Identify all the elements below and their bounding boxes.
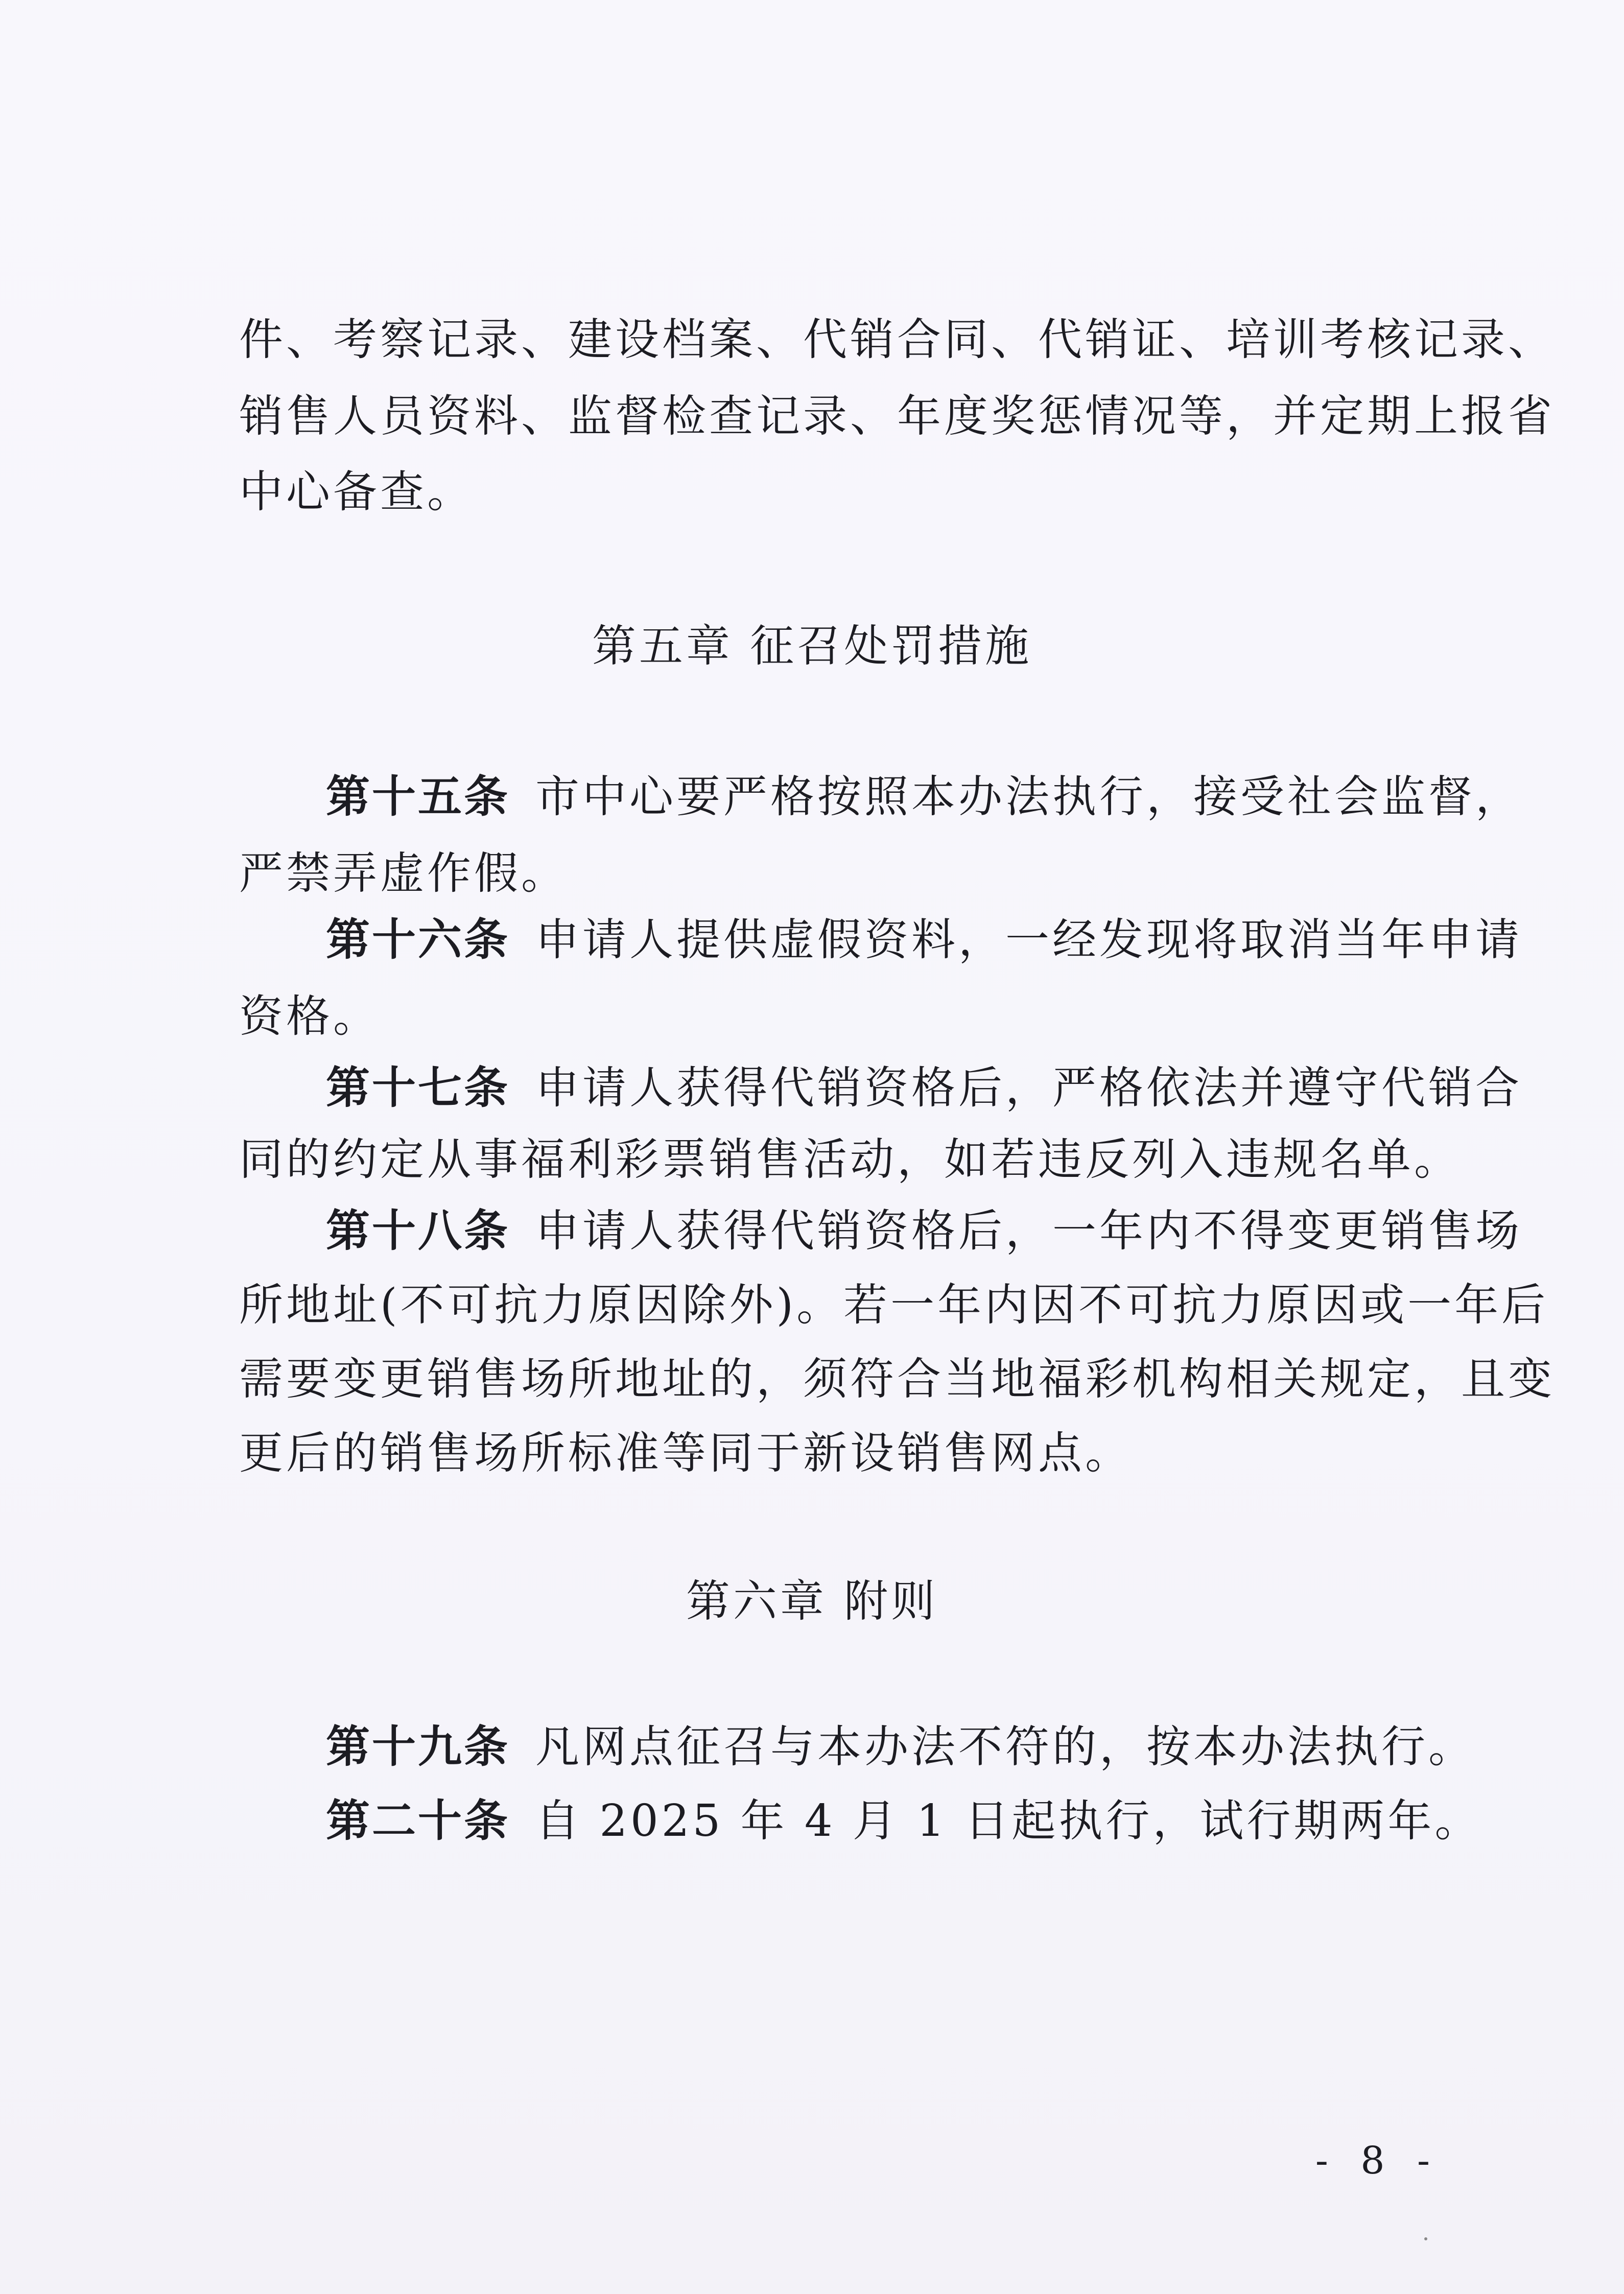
article-number: 第十六条 <box>326 914 510 965</box>
article-19 <box>326 1709 1475 1785</box>
article-text: 申请人提供虚假资料，一经发现将取消当年申请 <box>535 914 1522 965</box>
article-text: 申请人获得代销资格后，一年内不得变更销售场 <box>535 1205 1522 1257</box>
paragraph-line: 销售人员资料、监督检查记录、年度奖惩情况等，并定期上报省 <box>239 391 1555 442</box>
article-text: 申请人获得代销资格后，严格依法并遵守代销合 <box>535 1062 1522 1114</box>
paragraph-line: 中心备查。 <box>239 466 474 517</box>
paragraph-line: 严禁弄虚作假。 <box>239 848 568 899</box>
article-20 <box>326 1783 1481 1859</box>
article-text: 自 2025 年 4 月 1 日起执行，试行期两年。 <box>535 1795 1482 1847</box>
scan-speck <box>1424 2237 1427 2240</box>
article-number: 第十七条 <box>326 1062 510 1114</box>
article-number: 第十九条 <box>326 1721 510 1772</box>
article-text: 市中心要严格按照本办法执行，接受社会监督， <box>535 771 1522 822</box>
article-text: 凡网点征召与本办法不符的，按本办法执行。 <box>535 1721 1475 1772</box>
article-number: 第二十条 <box>326 1795 510 1847</box>
paragraph-line: 同的约定从事福利彩票销售活动，如若违反列入违规名单。 <box>239 1134 1461 1185</box>
paragraph-line: 需要变更销售场所地址的，须符合当地福彩机构相关规定，且变 <box>239 1354 1555 1405</box>
article-15 <box>326 759 1522 835</box>
page-number: - 8 - <box>1315 2139 1440 2183</box>
article-16 <box>326 902 1522 978</box>
paragraph-line: 所地址(不可抗力原因除外)。若一年内因不可抗力原因或一年后 <box>239 1280 1549 1331</box>
paragraph-line: 件、考察记录、建设档案、代销合同、代销证、培训考核记录、 <box>239 314 1555 365</box>
paragraph-line: 资格。 <box>239 991 380 1042</box>
article-17 <box>326 1050 1522 1126</box>
chapter-heading: 第五章 征召处罚措施 <box>592 621 1032 672</box>
article-18 <box>326 1193 1522 1269</box>
chapter-heading: 第六章 附则 <box>686 1576 938 1627</box>
article-number: 第十八条 <box>326 1205 510 1257</box>
paragraph-line: 更后的销售场所标准等同于新设销售网点。 <box>239 1428 1132 1479</box>
article-number: 第十五条 <box>326 771 510 822</box>
